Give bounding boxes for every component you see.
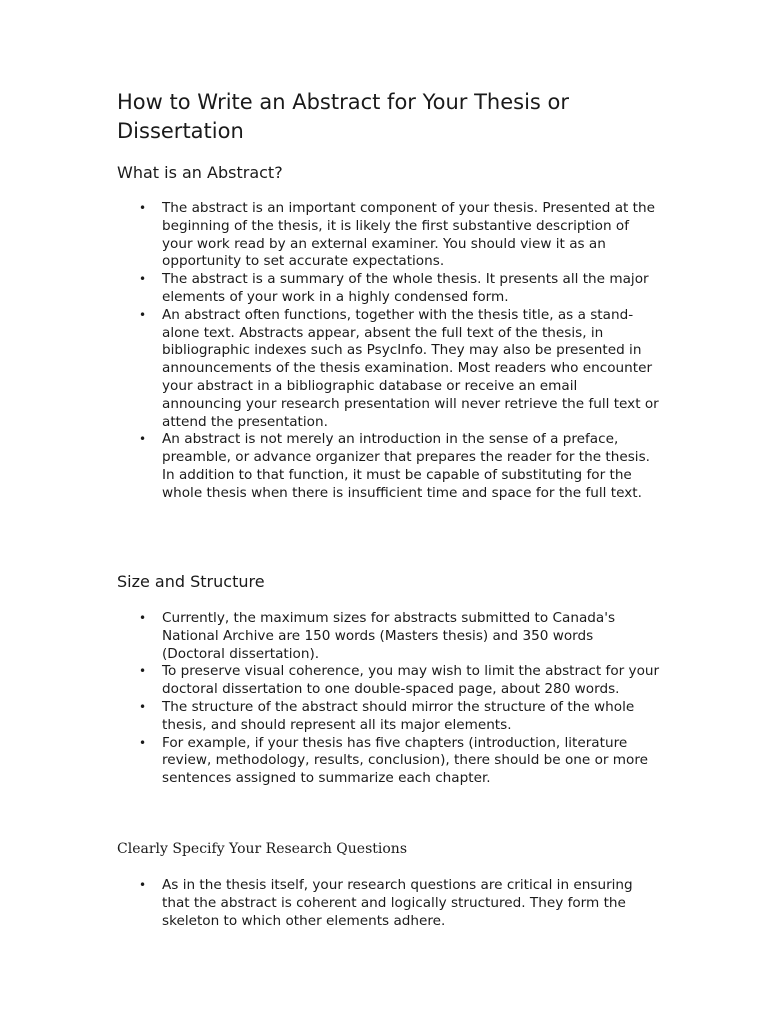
section-heading-what-is-an-abstract: What is an Abstract? [117,163,283,182]
document-title: How to Write an Abstract for Your Thesis or Dissertation [117,90,570,143]
list-item-text: An abstract often functions, together with the thesis title, as a stand-alone text. Abstracts appear, absent the full text of the thesis, in bibliographic indexes such as PsycInfo. They may also be presented in announcements of the thesis examination. Most readers who encounter your abstract in a bibliographic database or receive an email announcing your research presentation will never retrieve the full text or attend the presentation. [162,306,659,430]
section-list-size-and-structure [0,610,660,788]
list-item [0,663,660,699]
list-item-text: The abstract is an important component of your thesis. Presented at the beginning of the thesis, it is likely the first substantive description of your work read by an external examiner. You should view it as an opportunity to set accurate expectations. [162,200,655,270]
section-list-research-questions [0,877,660,930]
list-item [0,271,660,307]
list-item [0,431,660,502]
list-item [0,610,660,663]
list-item [0,877,660,930]
section-list-what-is-an-abstract [0,200,660,503]
bullet-icon: • [139,878,147,892]
list-item-text: Currently, the maximum sizes for abstracts submitted to Canada's National Archive are 150 words (Masters thesis) and 350 words (Doctoral dissertation). [162,610,616,662]
list-item-text: As in the thesis itself, your research questions are critical in ensuring that the abstract is coherent and logically structured. They form the skeleton to which other elements adhere. [162,877,633,929]
list-item-text: An abstract is not merely an introduction in the sense of a preface, preamble, or advance organizer that prepares the reader for the thesis. In addition to that function, it must be capable of substituting for the whole thesis when there is insufficient time and space for the full text. [162,431,650,501]
list-item-text: For example, if your thesis has five chapters (introduction, literature review, methodology, results, conclusion), there should be one or more sentences assigned to summarize each chapter. [162,734,649,787]
bullet-icon: • [139,664,147,679]
bullet-icon: • [139,307,147,322]
bullet-icon: • [139,699,147,714]
bullet-icon: • [139,201,147,215]
list-item-text: To preserve visual coherence, you may wish to limit the abstract for your doctoral dissertation to one double-spaced page, about 280 words. [162,663,660,698]
section-heading-size-and-structure: Size and Structure [117,572,265,591]
bullet-icon: • [139,432,147,447]
section-heading-research-questions: Clearly Specify Your Research Questions [117,841,408,857]
bullet-icon: • [139,735,147,750]
list-item-text: The abstract is a summary of the whole thesis. It presents all the major elements of your work in a highly condensed form. [162,271,649,305]
list-item [0,307,660,432]
bullet-icon: • [139,272,147,287]
bullet-icon: • [139,611,147,625]
list-item [0,699,660,735]
list-item-text: The structure of the abstract should mirror the structure of the whole thesis, and should represent all its major elements. [162,698,635,733]
list-item [0,735,660,788]
list-item [0,200,660,271]
